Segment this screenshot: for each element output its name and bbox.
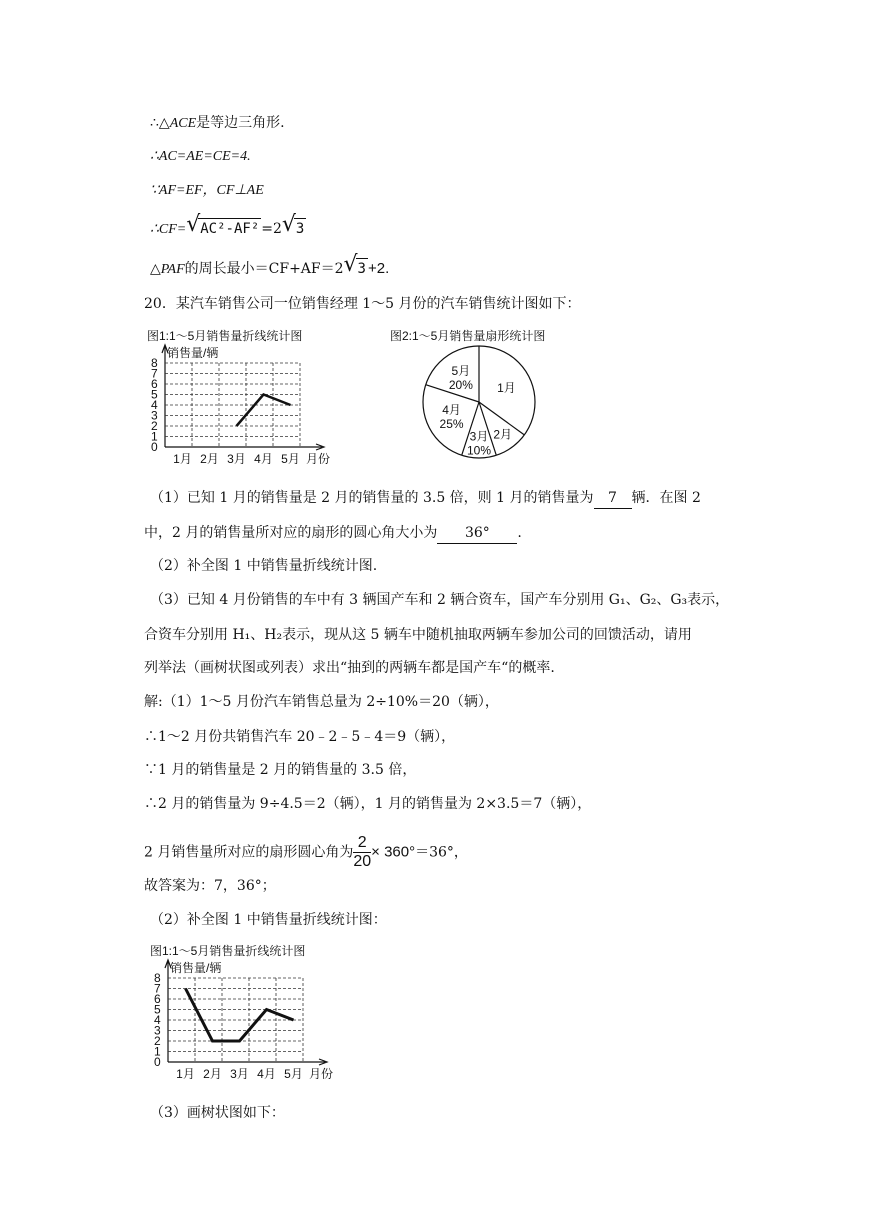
answer-blank-1: 7 xyxy=(594,488,632,509)
solution-line-5 xyxy=(144,834,468,871)
x-axis-label: 月份 xyxy=(308,1067,334,1081)
solution-line-1: 解:（1）1～5 月份汽车销售总量为 2÷10%＝20（辆）， xyxy=(144,694,499,710)
sqrt-expression xyxy=(186,212,261,239)
question-part-3: （3）已知 4 月份销售的车中有 3 辆国产车和 2 辆合资车，国产车分别用 G₁、G₂、G₃表示， xyxy=(150,592,730,608)
x-tick-label: 2月 xyxy=(203,1067,222,1081)
y-tick-label: 4 xyxy=(154,1013,161,1027)
solution-line-8: （3）画树状图如下： xyxy=(150,1105,285,1121)
sqrt-expression xyxy=(281,212,306,239)
text-line-af-ef: ∵AF=EF，CF⊥AE xyxy=(150,183,264,198)
line-text: △ xyxy=(150,261,161,277)
x-tick-label: 3月 xyxy=(227,452,246,466)
y-tick-label: 0 xyxy=(151,440,158,454)
text-line-cf xyxy=(150,212,306,240)
question-part-1 xyxy=(150,488,701,509)
line-text: PAF xyxy=(160,262,185,277)
line-text: =2 xyxy=(261,221,282,237)
line-text: 中，2 月的销售量所对应的扇形的圆心角大小为 xyxy=(144,525,438,541)
text-line-ac-ae-ce: ∴AC=AE=CE=4. xyxy=(150,149,251,164)
line-text: ∴CF= xyxy=(150,222,187,237)
x-tick-label: 2月 xyxy=(200,452,219,466)
pie-slice-label: 5月 xyxy=(451,364,471,379)
series-line xyxy=(186,989,294,1042)
radical-sign: √ xyxy=(281,212,296,237)
question-part-3-cont: 合资车分别用 H₁、H₂表示，现从这 5 辆车中随机抽取两辆车参加公司的回馈活动，请用 xyxy=(144,627,692,643)
y-tick-label: 2 xyxy=(151,419,158,433)
line-text: （1）已知 1 月的销售量是 2 月的销售量的 3.5 倍，则 1 月的销售量为 xyxy=(150,490,594,506)
chart-title: 图1:1～5月销售量折线统计图 xyxy=(147,329,303,343)
y-tick-label: 7 xyxy=(154,981,161,996)
y-tick-label: 3 xyxy=(154,1023,161,1038)
x-tick-label: 1月 xyxy=(173,452,192,466)
line-text: ∴△ xyxy=(150,115,170,131)
text-line-paf-perimeter xyxy=(150,252,390,280)
y-tick-label: 0 xyxy=(154,1055,161,1069)
radical-sign: √ xyxy=(343,252,358,277)
text-line-ace xyxy=(150,113,285,134)
y-tick-label: 5 xyxy=(154,1002,161,1017)
x-axis-label: 月份 xyxy=(305,452,331,466)
chart-fig1 xyxy=(145,325,365,470)
pie-slice-label: 4月 xyxy=(442,402,461,417)
y-tick-label: 4 xyxy=(151,398,158,412)
x-tick-label: 5月 xyxy=(284,1067,303,1081)
solution-line-6: 故答案为：7，36°； xyxy=(144,878,276,894)
question-part-1-cont xyxy=(144,523,522,544)
chart-title: 图2:1～5月销售量扇形统计图 xyxy=(390,329,546,343)
line-text: ACE xyxy=(169,116,197,131)
pie-slice-label: 2月 xyxy=(493,427,513,442)
x-tick-label: 4月 xyxy=(254,452,273,466)
y-axis-label: 销售量/辆 xyxy=(167,346,219,360)
y-tick-label: 8 xyxy=(154,971,161,985)
chart-fig2 xyxy=(385,325,585,465)
sqrt-expression xyxy=(343,252,368,279)
question-part-2: （2）补全图 1 中销售量折线统计图. xyxy=(150,558,378,574)
chart-fig1-completed xyxy=(148,940,368,1090)
line-text: 辆．在图 2 xyxy=(631,490,701,506)
x-tick-label: 1月 xyxy=(176,1067,195,1081)
fraction-denominator: 20 xyxy=(353,853,372,870)
x-tick-label: 3月 xyxy=(230,1067,249,1081)
pie-slice-percent: 25% xyxy=(439,416,464,431)
line-text: +2. xyxy=(367,260,390,277)
y-axis-label: 销售量/辆 xyxy=(170,961,222,975)
x-tick-label: 4月 xyxy=(257,1067,276,1081)
question-20-title: 20．某汽车销售公司一位销售经理 1～5 月份的汽车销售统计图如下： xyxy=(144,296,581,312)
fraction xyxy=(353,834,371,871)
line-text: × 360° xyxy=(371,843,416,861)
line-text: . xyxy=(517,525,522,541)
y-tick-label: 3 xyxy=(151,408,158,423)
line-text: 是等边三角形. xyxy=(196,115,285,131)
radicand: AC²-AF² xyxy=(198,218,261,239)
pie-slice-label: 3月 xyxy=(469,429,489,444)
solution-line-7: （2）补全图 1 中销售量折线统计图： xyxy=(150,912,387,928)
fraction-numerator: 2 xyxy=(353,834,371,853)
y-tick-label: 7 xyxy=(151,366,158,381)
x-tick-label: 5月 xyxy=(281,452,300,466)
radicand: 3 xyxy=(356,258,368,279)
pie-slice-label: 1月 xyxy=(497,381,516,396)
y-tick-label: 8 xyxy=(151,356,158,370)
line-text: 2 月销售量所对应的扇形圆心角为 xyxy=(144,844,354,861)
series-line xyxy=(237,395,291,427)
y-tick-label: 2 xyxy=(154,1034,161,1048)
y-tick-label: 1 xyxy=(154,1044,161,1059)
radicand: 3 xyxy=(294,218,306,239)
line-text: 的周长最小＝CF+AF＝2 xyxy=(184,261,344,277)
radical-sign: √ xyxy=(186,212,201,237)
y-tick-label: 1 xyxy=(151,429,158,444)
pie-slice-percent: 20% xyxy=(448,378,473,393)
solution-line-3: ∵1 月的销售量是 2 月的销售量的 3.5 倍， xyxy=(144,762,417,778)
question-part-3-cont2: 列举法（画树状图或列表）求出“抽到的两辆车都是国产车“的概率. xyxy=(144,660,555,676)
pie-slice-percent: 10% xyxy=(466,443,492,458)
solution-line-2: ∴1～2 月份共销售汽车 20﹣2﹣5﹣4＝9（辆）， xyxy=(144,729,456,745)
y-tick-label: 6 xyxy=(151,377,158,391)
line-text: ＝36°， xyxy=(415,844,468,861)
y-tick-label: 6 xyxy=(154,992,161,1006)
answer-blank-2: 36° xyxy=(437,523,517,544)
chart-title: 图1:1～5月销售量折线统计图 xyxy=(150,944,306,958)
solution-line-4: ∴2 月的销售量为 9÷4.5＝2（辆），1 月的销售量为 2×3.5＝7（辆）， xyxy=(144,796,592,812)
y-tick-label: 5 xyxy=(151,387,158,402)
